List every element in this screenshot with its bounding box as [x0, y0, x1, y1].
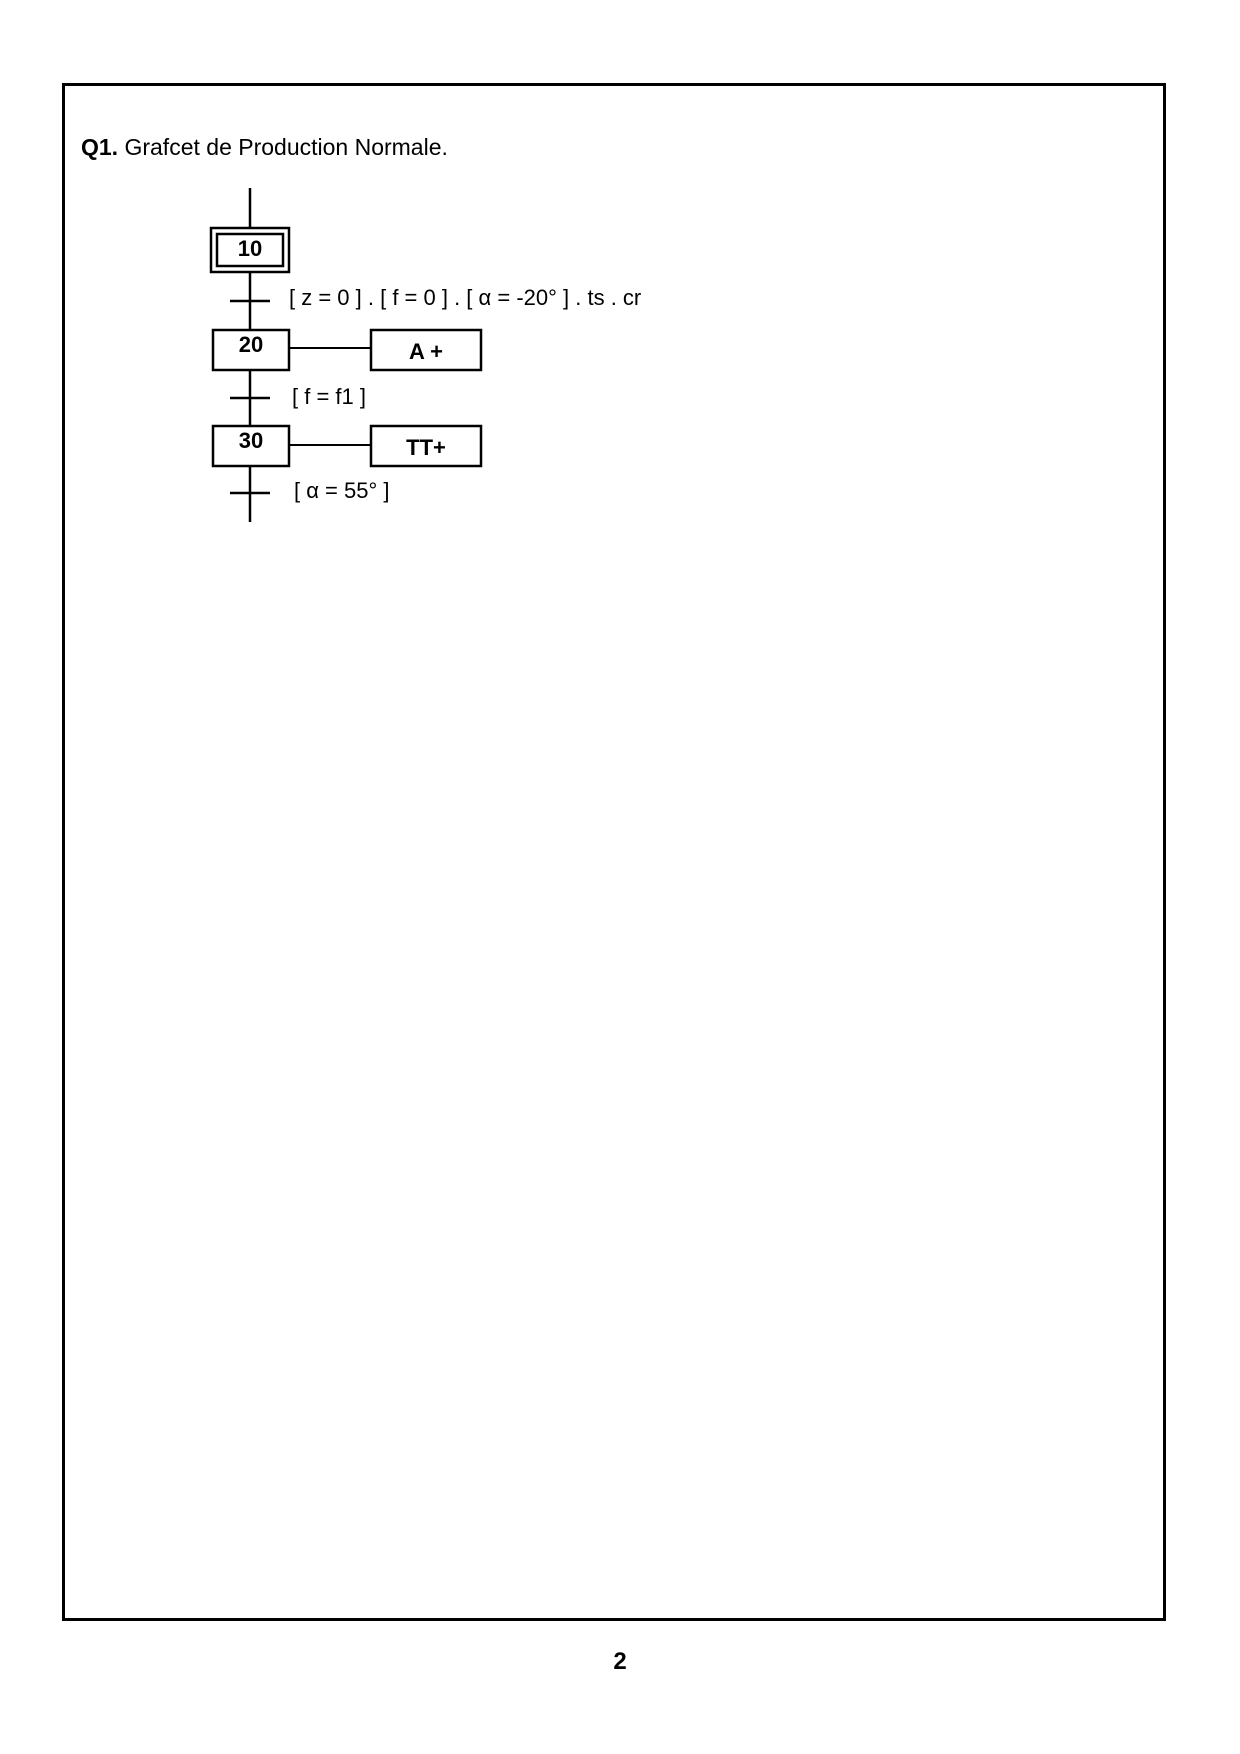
- question-text: Grafcet de Production Normale.: [124, 134, 448, 160]
- transition-3-condition: [ α = 55° ]: [294, 478, 390, 503]
- step-30: [213, 426, 481, 466]
- step-30-action-label: TT+: [406, 435, 446, 460]
- transition-2-condition: [ f = f1 ]: [292, 384, 366, 409]
- transition-1-condition: [ z = 0 ] . [ f = 0 ] . [ α = -20° ] . ts . cr: [289, 285, 642, 310]
- page-number: 2: [613, 1648, 627, 1675]
- step-20-action-label: A +: [408, 339, 444, 364]
- transition-3: [230, 478, 390, 503]
- step-10-label: 10: [237, 236, 263, 261]
- step-20-label: 20: [238, 332, 264, 357]
- transition-1: [230, 285, 641, 310]
- question-number: Q1.: [81, 134, 119, 160]
- step-20: [213, 330, 481, 370]
- step-30-label: 30: [238, 428, 264, 453]
- step-10: [211, 228, 289, 272]
